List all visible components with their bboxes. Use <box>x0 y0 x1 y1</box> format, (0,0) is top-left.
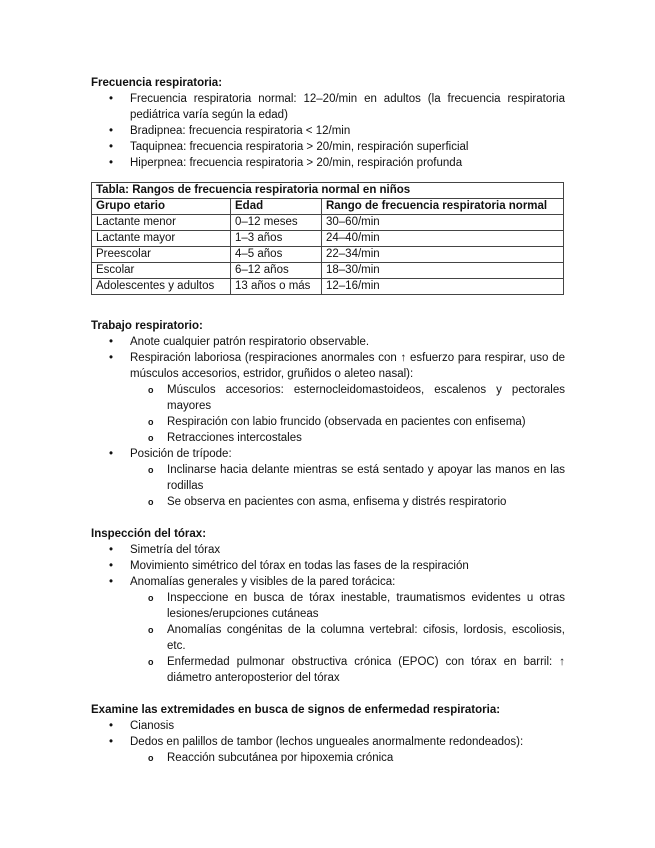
list-item: • Respiración laboriosa (respiraciones anormales con ↑ esfuerzo para respirar, uso de músculos accesorios, estridor, gruñidos o aleteo nasal): <box>91 350 565 382</box>
table-cell: 18–30/min <box>322 263 564 279</box>
table-cell: 30–60/min <box>322 215 564 231</box>
table-cell: 22–34/min <box>322 247 564 263</box>
trabajo-list <box>91 334 565 510</box>
table-cell: 12–16/min <box>322 279 564 295</box>
torax-list <box>91 542 565 686</box>
section-heading-extremidades: Examine las extremidades en busca de signos de enfermedad respiratoria: <box>91 704 501 716</box>
frecuencia-list <box>91 91 565 171</box>
sub-list-item: o Anomalías congénitas de la columna vertebral: cifosis, lordosis, escoliosis, etc. <box>91 622 565 654</box>
list-item: • Taquipnea: frecuencia respiratoria > 20/min, respiración superficial <box>91 139 565 155</box>
table-row <box>92 279 564 295</box>
list-item: • Dedos en palillos de tambor (lechos ungueales anormalmente redondeados): <box>91 734 565 750</box>
table-cell: Lactante menor <box>92 215 231 231</box>
table-header-row <box>92 199 564 215</box>
table-row <box>92 247 564 263</box>
list-item: • Simetría del tórax <box>91 542 565 558</box>
table-header-cell: Edad <box>231 199 322 215</box>
table-cell: 24–40/min <box>322 231 564 247</box>
sub-list-item: o Músculos accesorios: esternocleidomastoideos, escalenos y pectorales mayores <box>91 382 565 414</box>
table-cell: Lactante mayor <box>92 231 231 247</box>
section-heading-frecuencia: Frecuencia respiratoria: <box>91 77 223 89</box>
list-item: • Frecuencia respiratoria normal: 12–20/min en adultos (la frecuencia respiratoria pediátrica varía según la edad) <box>91 91 565 123</box>
respiratory-rate-table <box>91 182 564 295</box>
sub-list-item: o Inclinarse hacia delante mientras se está sentado y apoyar las manos en las rodillas <box>91 462 565 494</box>
sub-list-item: o Reacción subcutánea por hipoxemia crónica <box>91 750 565 766</box>
table-cell: Escolar <box>92 263 231 279</box>
table-cell: 0–12 meses <box>231 215 322 231</box>
table-row <box>92 215 564 231</box>
table-caption: Tabla: Rangos de frecuencia respiratoria normal en niños <box>92 183 564 199</box>
sub-list-item: o Retracciones intercostales <box>91 430 565 446</box>
sub-list-item: o Enfermedad pulmonar obstructiva crónica (EPOC) con tórax en barril: ↑ diámetro anteroposterior del tórax <box>91 654 565 686</box>
list-item: • Anote cualquier patrón respiratorio observable. <box>91 334 565 350</box>
sub-list-item: o Se observa en pacientes con asma, enfisema y distrés respiratorio <box>91 494 565 510</box>
table-row <box>92 231 564 247</box>
table-cell: 4–5 años <box>231 247 322 263</box>
table-header-cell: Grupo etario <box>92 199 231 215</box>
extremidades-list <box>91 718 565 766</box>
sub-list-item: o Respiración con labio fruncido (observada en pacientes con enfisema) <box>91 414 565 430</box>
list-item: • Hiperpnea: frecuencia respiratoria > 20/min, respiración profunda <box>91 155 565 171</box>
list-item: • Anomalías generales y visibles de la pared torácica: <box>91 574 565 590</box>
section-heading-trabajo: Trabajo respiratorio: <box>91 320 203 332</box>
table-header-cell: Rango de frecuencia respiratoria normal <box>322 199 564 215</box>
list-item: • Cianosis <box>91 718 565 734</box>
section-heading-torax: Inspección del tórax: <box>91 528 207 540</box>
document-page <box>91 75 565 766</box>
list-item: • Movimiento simétrico del tórax en todas las fases de la respiración <box>91 558 565 574</box>
table-cell: 6–12 años <box>231 263 322 279</box>
table-row <box>92 263 564 279</box>
list-item: • Bradipnea: frecuencia respiratoria < 12/min <box>91 123 565 139</box>
table-cell: 1–3 años <box>231 231 322 247</box>
list-item: • Posición de trípode: <box>91 446 565 462</box>
sub-list-item: o Inspeccione en busca de tórax inestable, traumatismos evidentes u otras lesiones/erupciones cutáneas <box>91 590 565 622</box>
table-cell: Preescolar <box>92 247 231 263</box>
table-cell: Adolescentes y adultos <box>92 279 231 295</box>
table-cell: 13 años o más <box>231 279 322 295</box>
